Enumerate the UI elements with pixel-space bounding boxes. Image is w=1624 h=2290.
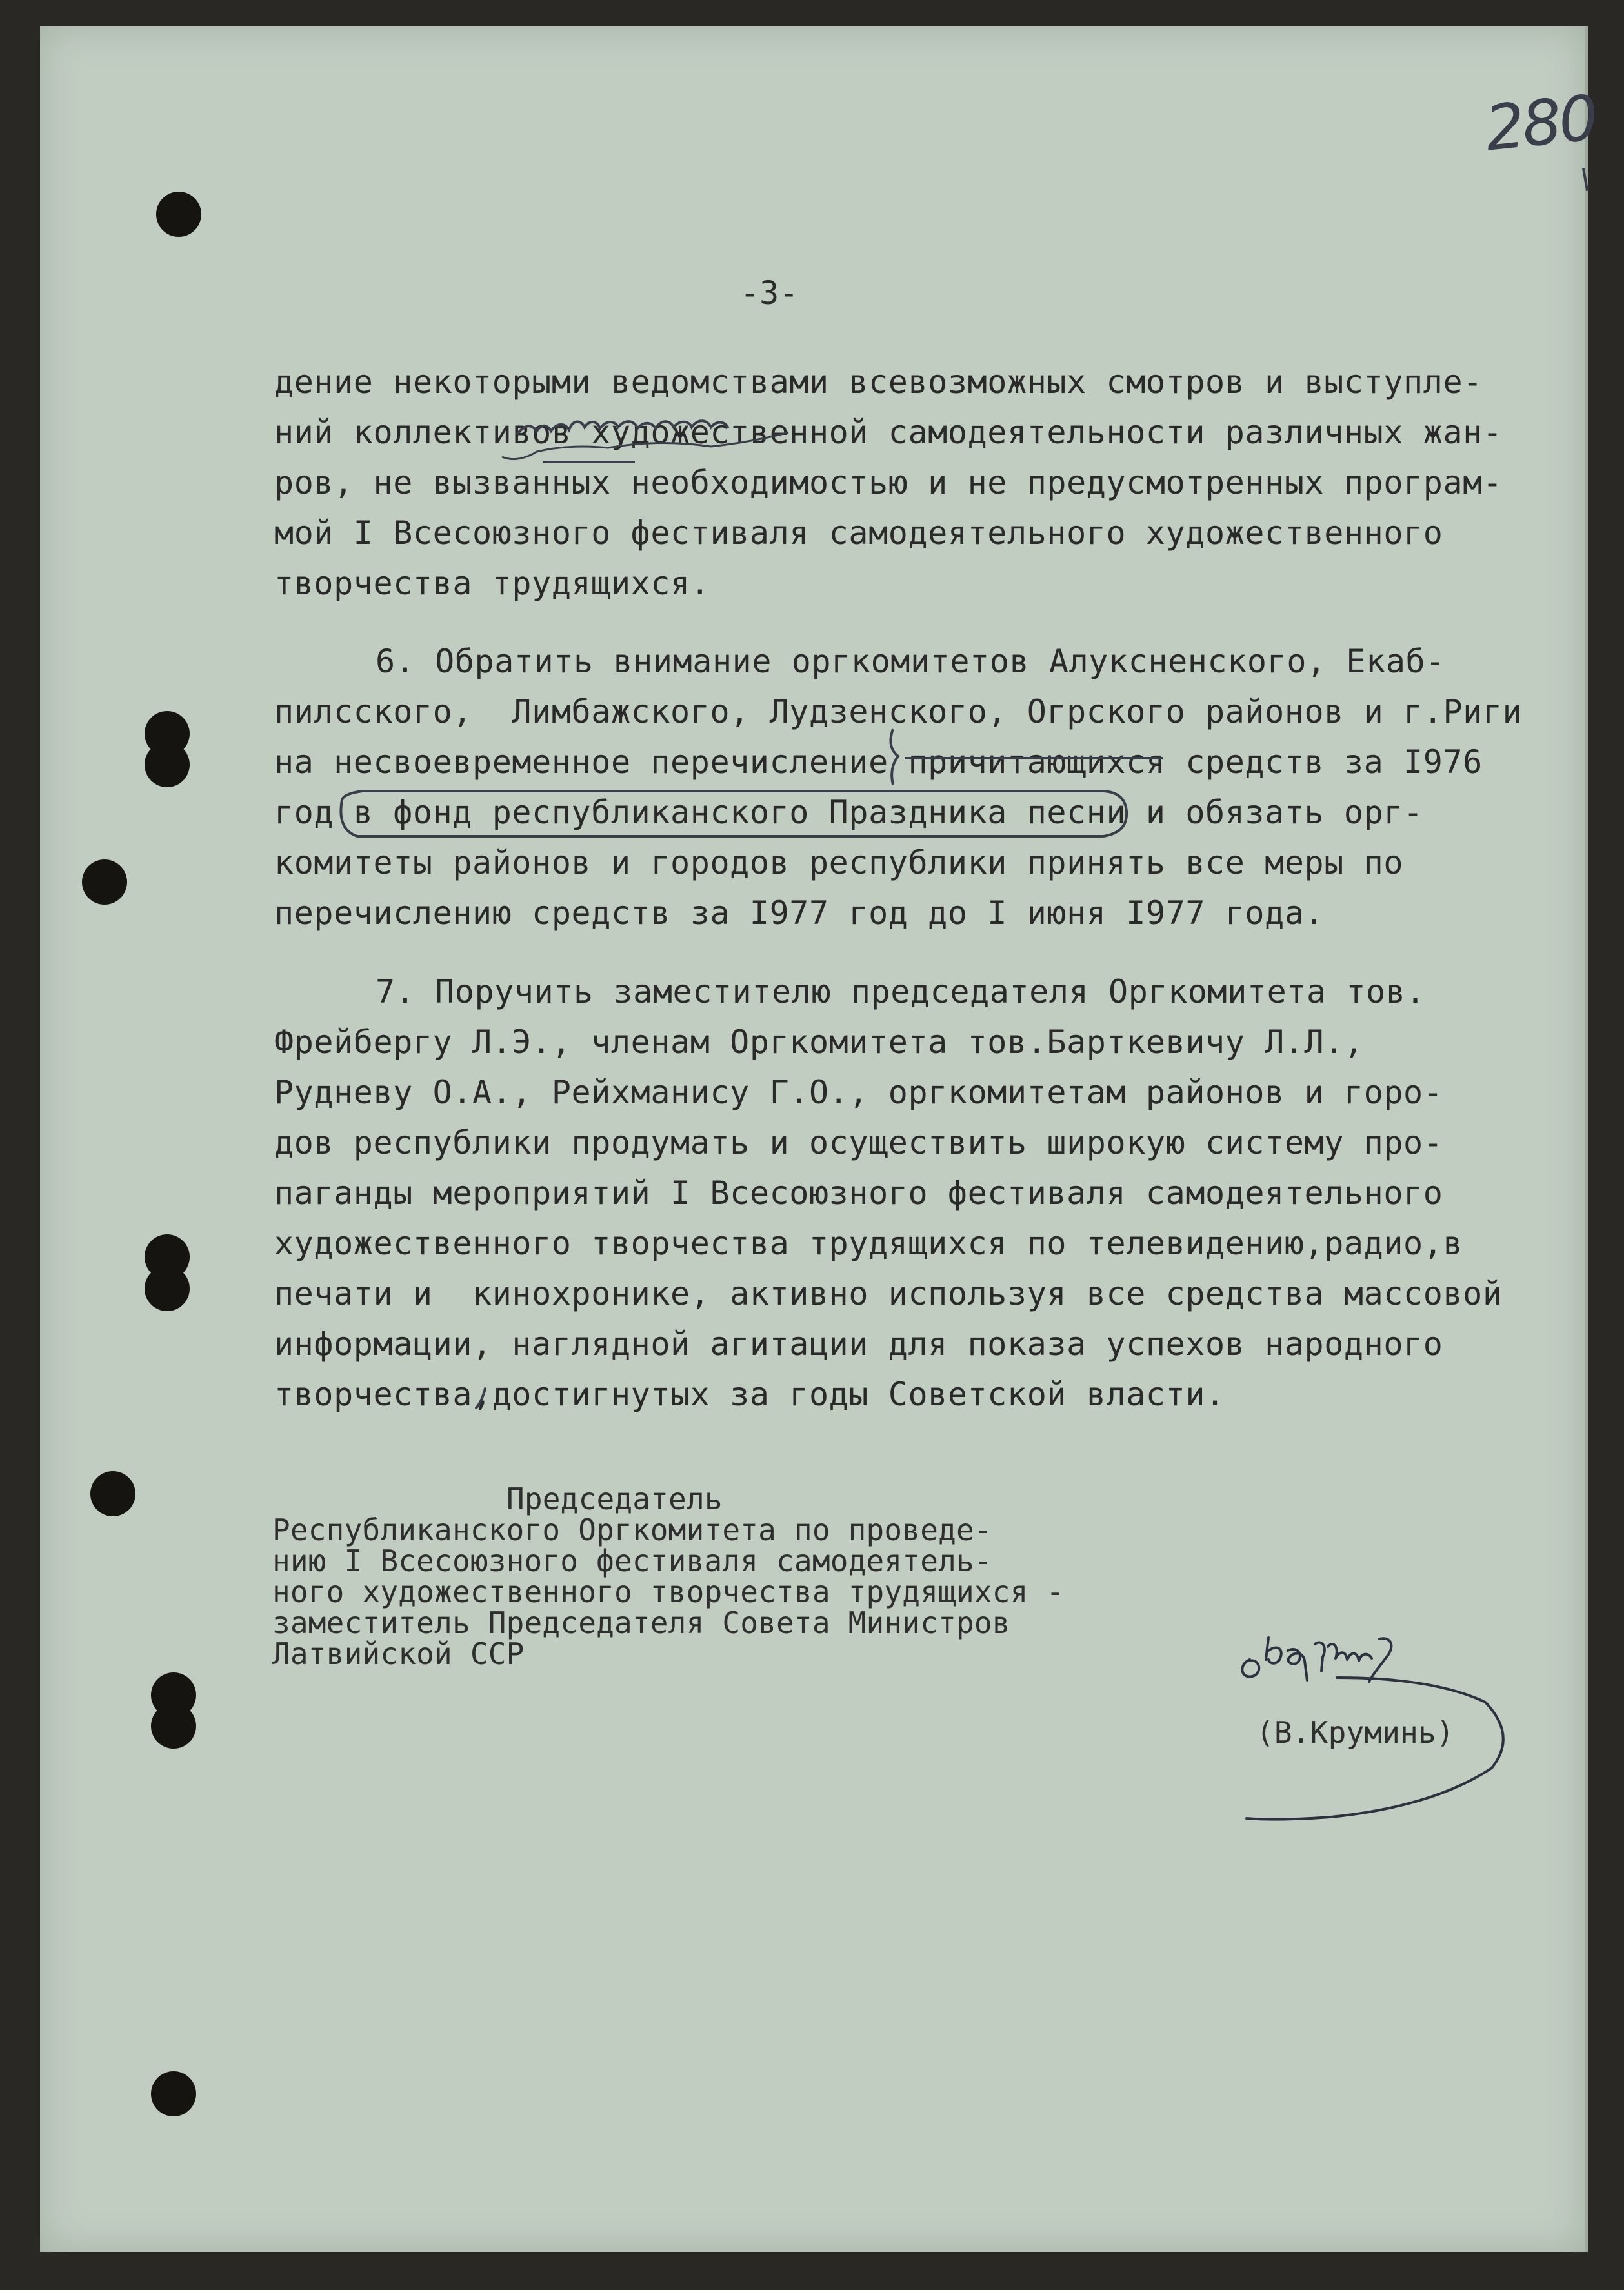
signatory-position-line: Латвийской ССР: [272, 1636, 525, 1671]
text-line: Рудневу О.А., Рейхманису Г.О., оргкомитетам районов и горо-: [274, 1074, 1443, 1111]
text-line: год в фонд республиканского Праздника песни и обязать орг-: [274, 794, 1423, 831]
archive-page-number: 280: [1481, 81, 1599, 165]
signatory-position-line: заместитель Председателя Совета Министров: [272, 1605, 1010, 1640]
text-line: пилсского, Лимбажского, Лудзенского, Огрского районов и г.Риги: [274, 693, 1523, 730]
signatory-position-line: ного художественного творчества трудящихся -: [272, 1574, 1065, 1609]
text-line: Фрейбергу Л.Э., членам Оргкомитета тов.Барткевичу Л.Л.,: [274, 1023, 1364, 1061]
encircled-phrase-loop: [341, 791, 1127, 836]
text-line: дов республики продумать и осуществить широкую систему про-: [274, 1124, 1443, 1161]
insertion-bracket: [890, 729, 898, 785]
signatory-position-line: нию I Всесоюзного фестиваля самодеятель-: [272, 1543, 992, 1578]
text-line: информации, наглядной агитации для показа успехов народного: [274, 1325, 1443, 1363]
text-line: на несвоевременное перечисление причитающихся средств за I976: [274, 743, 1483, 781]
text-line: 7. Поручить заместителю председателя Оргкомитета тов.: [376, 973, 1426, 1010]
signatory-name: (В.Круминь): [1256, 1715, 1454, 1750]
text-line: дение некоторыми ведомствами всевозможных смотров и выступле-: [274, 363, 1483, 401]
document-page: [40, 26, 1599, 2252]
handwritten-comma: [476, 1389, 485, 1408]
text-line: ний коллективов художественной самодеятельности различных жан-: [274, 414, 1503, 451]
text-line: паганды мероприятий I Всесоюзного фестиваля самодеятельного: [274, 1174, 1443, 1212]
text-line: комитеты районов и городов республики принять все меры по: [274, 844, 1404, 881]
handwritten-signature: [1242, 1638, 1503, 1820]
text-line: 6. Обратить внимание оргкомитетов Алуксненского, Екаб-: [376, 643, 1445, 680]
text-line: творчества,достигнутых за годы Советской власти.: [274, 1376, 1225, 1413]
signatory-position-line: Республиканского Оргкомитета по проведе-: [272, 1512, 992, 1547]
text-line: ров, не вызванных необходимостью и не предусмотренных програм-: [274, 464, 1503, 501]
text-line: печати и кинохронике, активно используя все средства массовой: [274, 1275, 1503, 1312]
page-number: -3-: [740, 274, 799, 312]
handwritten-insert-word: [517, 421, 728, 434]
text-line: мой I Всесоюзного фестиваля самодеятельного художественного: [274, 514, 1443, 552]
text-line: творчества трудящихся.: [274, 565, 710, 602]
signatory-title: Председатель: [506, 1481, 723, 1516]
insertion-caret: [502, 432, 788, 459]
handwritten-annotations: [40, 26, 1585, 2252]
text-line: перечислению средств за I977 год до I июня I977 года.: [274, 894, 1325, 932]
text-line: художественного творчества трудящихся по телевидению,радио,в: [274, 1225, 1463, 1262]
